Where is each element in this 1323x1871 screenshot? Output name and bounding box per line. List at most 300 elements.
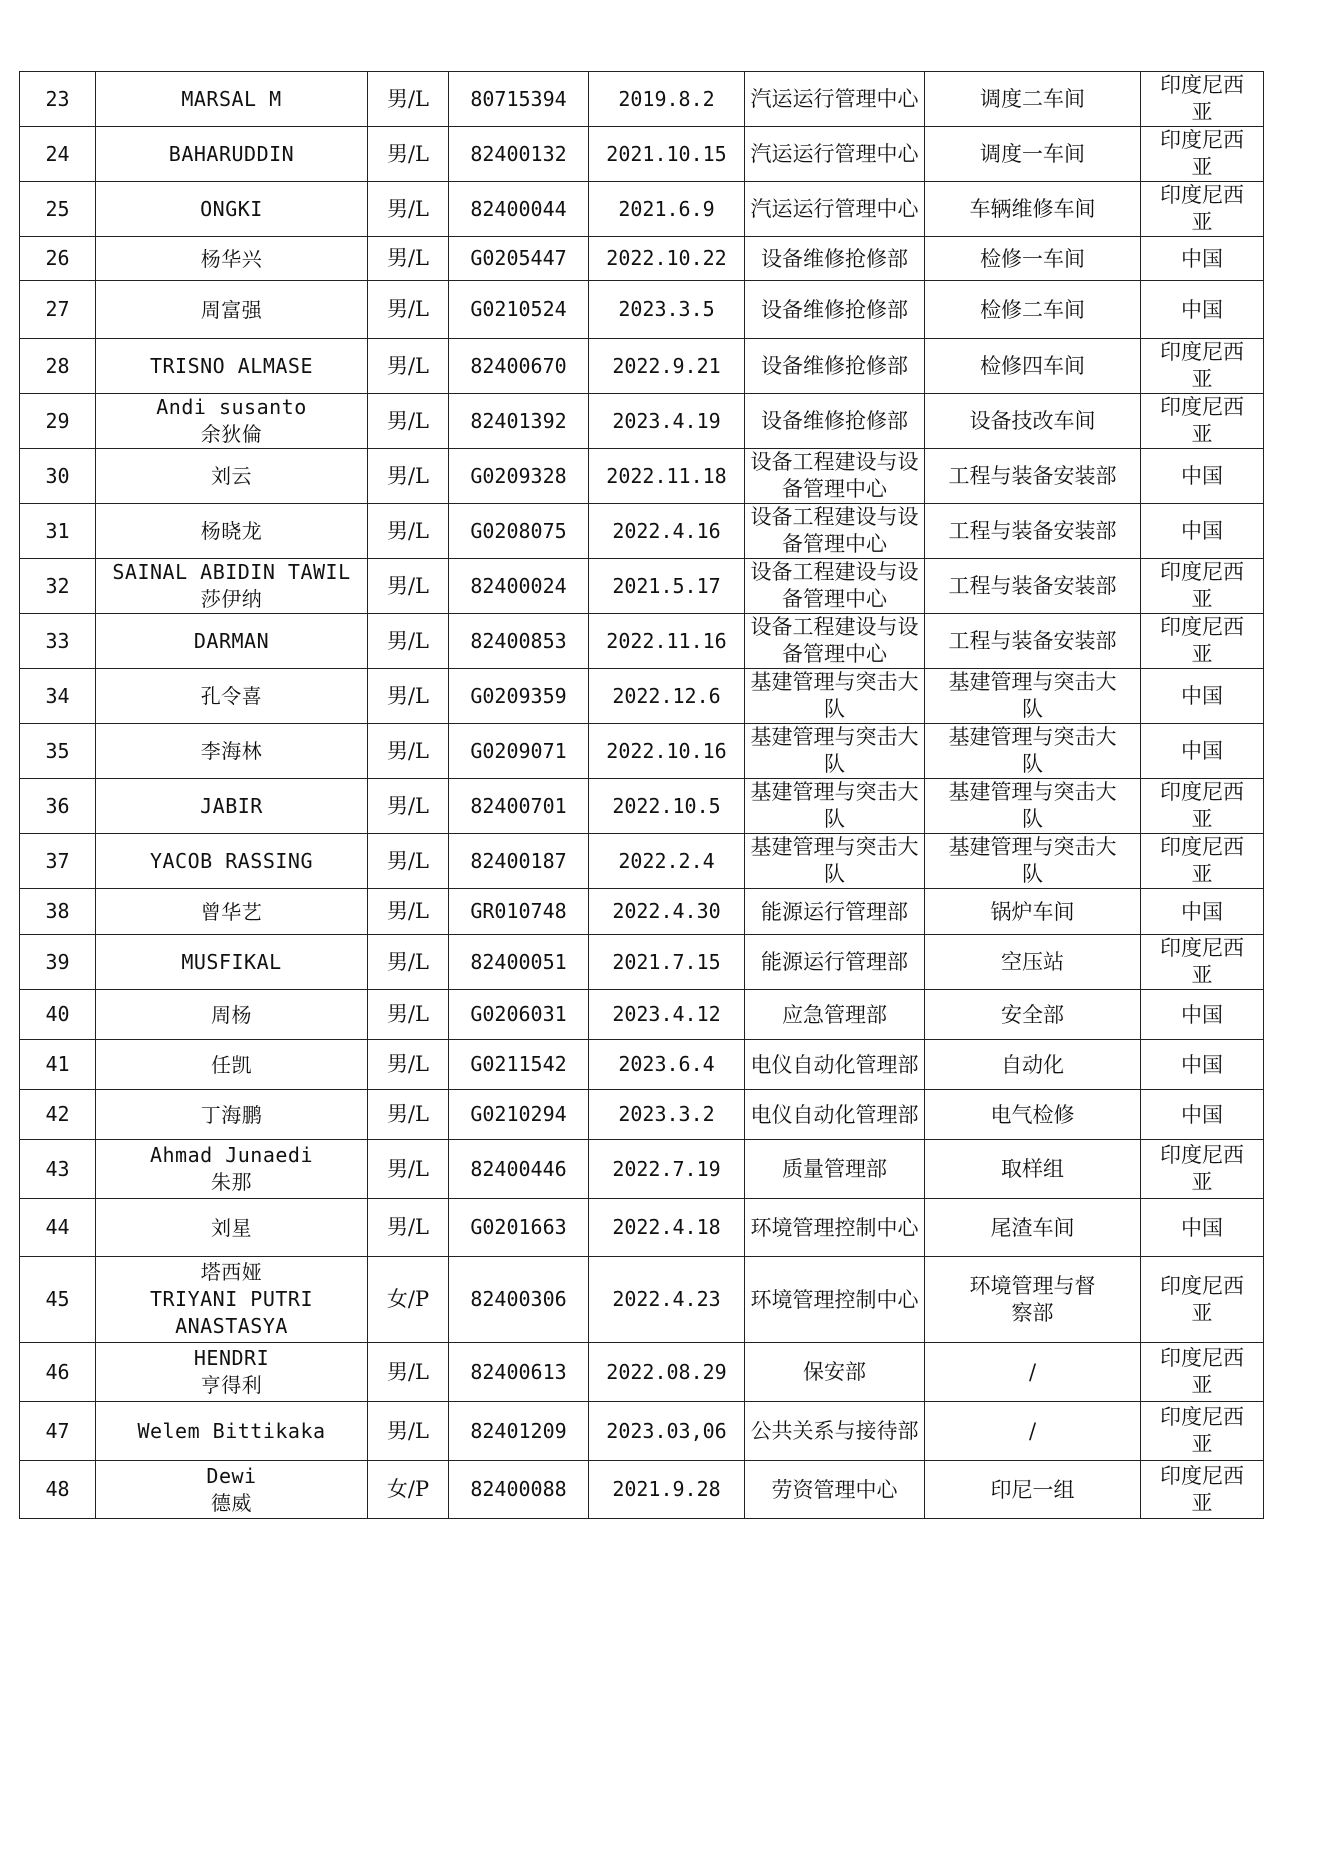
cell-unit-line: 工程与装备安装部	[948, 629, 1117, 653]
cell-unit	[925, 614, 1141, 669]
cell-nationality	[1141, 1343, 1264, 1402]
cell-nationality-line: 中国	[1181, 519, 1223, 543]
cell-name-line: 亨得利	[200, 1373, 263, 1397]
cell-number: 37	[20, 834, 96, 889]
cell-gender: 女/P	[368, 1461, 449, 1519]
cell-gender: 男/L	[368, 834, 449, 889]
cell-unit-line: 车辆维修车间	[969, 197, 1096, 221]
cell-unit-line: 基建管理与突击大	[948, 835, 1117, 859]
cell-unit	[925, 182, 1141, 237]
cell-department	[745, 72, 925, 127]
cell-gender: 男/L	[368, 504, 449, 559]
cell-nationality-line: 印度尼西	[1160, 560, 1244, 584]
cell-department-line: 备管理中心	[782, 642, 887, 666]
cell-department-line: 基建管理与突击大	[750, 670, 919, 694]
cell-department-line: 基建管理与突击大	[750, 835, 919, 859]
cell-unit-line: 队	[1022, 862, 1043, 886]
cell-gender: 男/L	[368, 127, 449, 182]
cell-name	[96, 1040, 368, 1090]
table-row	[20, 1343, 1264, 1402]
cell-number: 35	[20, 724, 96, 779]
cell-department	[745, 449, 925, 504]
cell-employee-id: 82401209	[449, 1402, 589, 1461]
cell-unit-line: /	[1028, 1360, 1037, 1384]
cell-date: 2023.03,06	[589, 1402, 745, 1461]
cell-nationality	[1141, 1461, 1264, 1519]
cell-unit-line: 检修一车间	[980, 246, 1085, 271]
table-row	[20, 935, 1264, 990]
cell-name	[96, 1140, 368, 1199]
cell-unit	[925, 779, 1141, 834]
cell-employee-id: 82400132	[449, 127, 589, 182]
cell-name-line: 余狄倫	[200, 422, 263, 446]
cell-gender: 男/L	[368, 394, 449, 449]
cell-employee-id: 82400701	[449, 779, 589, 834]
cell-name-line: 周富强	[200, 297, 263, 322]
cell-department-line: 基建管理与突击大	[750, 725, 919, 749]
cell-unit-line: 印尼一组	[990, 1477, 1075, 1502]
cell-employee-id: 82400187	[449, 834, 589, 889]
cell-unit	[925, 889, 1141, 935]
table-row	[20, 1402, 1264, 1461]
cell-date: 2023.4.19	[589, 394, 745, 449]
cell-date: 2023.3.2	[589, 1090, 745, 1140]
cell-department	[745, 182, 925, 237]
cell-gender: 男/L	[368, 1140, 449, 1199]
cell-gender: 男/L	[368, 669, 449, 724]
cell-unit	[925, 1090, 1141, 1140]
cell-name	[96, 1199, 368, 1257]
cell-date: 2019.8.2	[589, 72, 745, 127]
cell-gender: 男/L	[368, 559, 449, 614]
cell-name-line: ANASTASYA	[175, 1314, 288, 1338]
cell-number: 36	[20, 779, 96, 834]
cell-nationality-line: 亚	[1191, 807, 1213, 831]
table-row	[20, 1140, 1264, 1199]
cell-number: 47	[20, 1402, 96, 1461]
cell-unit	[925, 339, 1141, 394]
cell-date: 2022.7.19	[589, 1140, 745, 1199]
cell-unit	[925, 559, 1141, 614]
cell-unit-line: /	[1028, 1419, 1037, 1443]
cell-number: 27	[20, 281, 96, 339]
cell-employee-id: 82400670	[449, 339, 589, 394]
cell-name	[96, 237, 368, 281]
cell-department-line: 环境管理控制中心	[750, 1215, 919, 1240]
cell-name	[96, 1402, 368, 1461]
cell-unit	[925, 724, 1141, 779]
cell-date: 2021.7.15	[589, 935, 745, 990]
cell-department	[745, 237, 925, 281]
cell-nationality-line: 印度尼西	[1160, 936, 1244, 960]
cell-department-line: 汽运运行管理中心	[750, 142, 919, 166]
cell-number: 24	[20, 127, 96, 182]
cell-gender: 男/L	[368, 182, 449, 237]
cell-number: 43	[20, 1140, 96, 1199]
cell-department-line: 设备工程建设与设	[750, 560, 919, 584]
cell-name-line: 刘星	[211, 1215, 252, 1240]
cell-name-line: Dewi	[206, 1463, 257, 1488]
cell-department	[745, 990, 925, 1040]
cell-number: 46	[20, 1343, 96, 1402]
cell-unit	[925, 1257, 1141, 1343]
cell-date: 2022.10.16	[589, 724, 745, 779]
cell-nationality-line: 中国	[1181, 297, 1223, 322]
cell-nationality-line: 印度尼西	[1160, 1273, 1244, 1298]
cell-name	[96, 504, 368, 559]
cell-department	[745, 1402, 925, 1461]
cell-gender: 女/P	[368, 1257, 449, 1343]
cell-name-line: 周杨	[211, 1002, 252, 1027]
cell-nationality	[1141, 724, 1264, 779]
cell-nationality	[1141, 614, 1264, 669]
cell-nationality-line: 亚	[1191, 1490, 1213, 1515]
cell-name-line: 德威	[211, 1490, 252, 1515]
cell-unit-line: 环境管理与督	[969, 1273, 1096, 1298]
cell-date: 2021.6.9	[589, 182, 745, 237]
cell-nationality-line: 亚	[1191, 155, 1213, 179]
cell-name	[96, 779, 368, 834]
cell-department-line: 汽运运行管理中心	[750, 87, 919, 111]
cell-employee-id: G0211542	[449, 1040, 589, 1090]
cell-name-line: MARSAL M	[181, 87, 282, 111]
cell-employee-id: 82400306	[449, 1257, 589, 1343]
cell-department	[745, 504, 925, 559]
cell-unit	[925, 237, 1141, 281]
cell-department-line: 能源运行管理部	[761, 950, 908, 974]
cell-name-line: HENDRI	[193, 1346, 270, 1370]
table-row	[20, 779, 1264, 834]
cell-department-line: 设备工程建设与设	[750, 450, 919, 474]
cell-unit	[925, 449, 1141, 504]
cell-name	[96, 339, 368, 394]
cell-employee-id: G0205447	[449, 237, 589, 281]
cell-unit-line: 尾渣车间	[990, 1215, 1075, 1240]
cell-employee-id: GR010748	[449, 889, 589, 935]
table-row	[20, 889, 1264, 935]
cell-employee-id: 82400613	[449, 1343, 589, 1402]
cell-number: 42	[20, 1090, 96, 1140]
cell-nationality	[1141, 127, 1264, 182]
cell-nationality	[1141, 559, 1264, 614]
cell-name-line: 塔西娅	[200, 1260, 263, 1284]
cell-unit	[925, 1140, 1141, 1199]
cell-nationality-line: 亚	[1191, 1373, 1213, 1397]
cell-name	[96, 614, 368, 669]
cell-nationality-line: 印度尼西	[1160, 128, 1244, 152]
cell-nationality-line: 中国	[1181, 464, 1223, 488]
cell-department-line: 质量管理部	[782, 1157, 887, 1181]
cell-department-line: 备管理中心	[782, 532, 887, 556]
cell-number: 40	[20, 990, 96, 1040]
cell-gender: 男/L	[368, 1040, 449, 1090]
cell-unit-line: 自动化	[1001, 1052, 1064, 1077]
cell-nationality	[1141, 779, 1264, 834]
cell-number: 30	[20, 449, 96, 504]
cell-department	[745, 127, 925, 182]
cell-name-line: 杨华兴	[200, 246, 263, 271]
cell-unit-line: 检修四车间	[980, 354, 1085, 378]
cell-date: 2022.10.22	[589, 237, 745, 281]
cell-unit-line: 察部	[1011, 1300, 1054, 1325]
cell-unit-line: 基建管理与突击大	[948, 670, 1117, 694]
cell-nationality-line: 印度尼西	[1160, 1405, 1244, 1429]
cell-department-line: 设备工程建设与设	[750, 505, 919, 529]
cell-nationality-line: 亚	[1191, 210, 1213, 234]
cell-unit	[925, 935, 1141, 990]
cell-name-line: ONGKI	[200, 197, 263, 221]
cell-name-line: YACOB RASSING	[149, 849, 314, 873]
cell-nationality	[1141, 935, 1264, 990]
cell-nationality-line: 中国	[1181, 1102, 1223, 1127]
cell-nationality-line: 印度尼西	[1160, 1463, 1244, 1488]
cell-number: 41	[20, 1040, 96, 1090]
cell-department-line: 公共关系与接待部	[750, 1419, 919, 1443]
cell-nationality	[1141, 182, 1264, 237]
cell-nationality	[1141, 990, 1264, 1040]
table-row	[20, 1040, 1264, 1090]
cell-number: 25	[20, 182, 96, 237]
cell-name	[96, 1257, 368, 1343]
cell-nationality-line: 印度尼西	[1160, 183, 1244, 207]
cell-nationality-line: 中国	[1181, 246, 1223, 271]
cell-nationality-line: 中国	[1181, 1215, 1223, 1240]
cell-name	[96, 1343, 368, 1402]
cell-date: 2021.5.17	[589, 559, 745, 614]
cell-unit	[925, 669, 1141, 724]
cell-department-line: 汽运运行管理中心	[750, 197, 919, 221]
cell-unit-line: 工程与装备安装部	[948, 464, 1117, 488]
cell-nationality	[1141, 281, 1264, 339]
cell-department-line: 电仪自动化管理部	[750, 1102, 919, 1127]
cell-nationality	[1141, 834, 1264, 889]
cell-date: 2022.11.16	[589, 614, 745, 669]
cell-gender: 男/L	[368, 449, 449, 504]
cell-name	[96, 127, 368, 182]
cell-department-line: 队	[824, 697, 845, 721]
cell-name-line: BAHARUDDIN	[168, 142, 295, 166]
cell-number: 44	[20, 1199, 96, 1257]
cell-department	[745, 614, 925, 669]
cell-unit-line: 检修二车间	[980, 297, 1085, 322]
cell-number: 39	[20, 935, 96, 990]
cell-employee-id: 82400853	[449, 614, 589, 669]
cell-name-line: 丁海鹏	[200, 1102, 263, 1127]
cell-department	[745, 935, 925, 990]
table-row	[20, 449, 1264, 504]
cell-department-line: 劳资管理中心	[771, 1477, 898, 1502]
cell-nationality-line: 中国	[1181, 684, 1223, 708]
cell-nationality	[1141, 449, 1264, 504]
cell-name-line: 李海林	[200, 739, 263, 763]
cell-nationality	[1141, 1140, 1264, 1199]
cell-unit-line: 队	[1022, 697, 1043, 721]
cell-nationality-line: 亚	[1191, 1300, 1213, 1325]
cell-name-line: 杨晓龙	[200, 519, 263, 543]
cell-number: 34	[20, 669, 96, 724]
cell-department	[745, 724, 925, 779]
cell-name	[96, 990, 368, 1040]
cell-gender: 男/L	[368, 1199, 449, 1257]
cell-nationality	[1141, 1257, 1264, 1343]
cell-gender: 男/L	[368, 1402, 449, 1461]
cell-unit-line: 基建管理与突击大	[948, 780, 1117, 804]
table-row	[20, 1257, 1264, 1343]
cell-name-line: SAINAL ABIDIN TAWIL	[112, 560, 351, 584]
cell-nationality-line: 亚	[1191, 963, 1213, 987]
cell-name	[96, 72, 368, 127]
cell-department	[745, 559, 925, 614]
cell-nationality	[1141, 394, 1264, 449]
cell-date: 2022.10.5	[589, 779, 745, 834]
cell-name-line: 曾华艺	[200, 899, 263, 924]
cell-department	[745, 779, 925, 834]
cell-number: 38	[20, 889, 96, 935]
cell-gender: 男/L	[368, 889, 449, 935]
cell-nationality	[1141, 237, 1264, 281]
cell-nationality-line: 亚	[1191, 642, 1213, 666]
cell-employee-id: 82400044	[449, 182, 589, 237]
cell-name	[96, 182, 368, 237]
cell-unit	[925, 990, 1141, 1040]
cell-number: 45	[20, 1257, 96, 1343]
cell-date: 2022.4.30	[589, 889, 745, 935]
cell-date: 2022.12.6	[589, 669, 745, 724]
cell-gender: 男/L	[368, 990, 449, 1040]
cell-department	[745, 669, 925, 724]
cell-name	[96, 935, 368, 990]
cell-nationality-line: 印度尼西	[1160, 780, 1244, 804]
cell-department-line: 队	[824, 807, 845, 831]
cell-unit-line: 工程与装备安装部	[948, 574, 1117, 598]
cell-employee-id: G0210524	[449, 281, 589, 339]
cell-department	[745, 1040, 925, 1090]
cell-department	[745, 1343, 925, 1402]
cell-department-line: 设备维修抢修部	[761, 354, 908, 378]
cell-date: 2022.4.18	[589, 1199, 745, 1257]
cell-number: 32	[20, 559, 96, 614]
cell-number: 48	[20, 1461, 96, 1519]
cell-name	[96, 889, 368, 935]
cell-unit-line: 安全部	[1001, 1002, 1064, 1027]
cell-nationality-line: 中国	[1181, 1002, 1223, 1027]
cell-unit-line: 电气检修	[990, 1102, 1075, 1127]
cell-nationality-line: 印度尼西	[1160, 1346, 1244, 1370]
cell-department	[745, 339, 925, 394]
cell-nationality-line: 亚	[1191, 1170, 1213, 1194]
table-row	[20, 127, 1264, 182]
cell-unit-line: 调度二车间	[980, 87, 1085, 111]
cell-nationality	[1141, 504, 1264, 559]
cell-nationality-line: 亚	[1191, 367, 1213, 391]
cell-department	[745, 394, 925, 449]
cell-nationality-line: 亚	[1191, 100, 1213, 124]
cell-nationality-line: 亚	[1191, 422, 1213, 446]
table-row	[20, 669, 1264, 724]
cell-date: 2021.9.28	[589, 1461, 745, 1519]
cell-gender: 男/L	[368, 614, 449, 669]
cell-name-line: JABIR	[200, 794, 263, 818]
cell-number: 29	[20, 394, 96, 449]
cell-name	[96, 1090, 368, 1140]
cell-name	[96, 281, 368, 339]
cell-employee-id: 82401392	[449, 394, 589, 449]
cell-unit	[925, 281, 1141, 339]
cell-name	[96, 449, 368, 504]
cell-name-line: 任凯	[211, 1052, 252, 1077]
cell-department-line: 设备工程建设与设	[750, 615, 919, 639]
cell-name	[96, 1461, 368, 1519]
table-row	[20, 834, 1264, 889]
cell-nationality	[1141, 1199, 1264, 1257]
cell-nationality	[1141, 1402, 1264, 1461]
cell-department-line: 设备维修抢修部	[761, 246, 908, 271]
table-row	[20, 1461, 1264, 1519]
cell-date: 2022.4.23	[589, 1257, 745, 1343]
cell-department	[745, 281, 925, 339]
cell-date: 2022.11.18	[589, 449, 745, 504]
personnel-table	[19, 71, 1264, 1519]
cell-nationality	[1141, 1090, 1264, 1140]
cell-department-line: 设备维修抢修部	[761, 409, 908, 433]
cell-date: 2022.08.29	[589, 1343, 745, 1402]
cell-employee-id: G0208075	[449, 504, 589, 559]
cell-nationality-line: 印度尼西	[1160, 340, 1244, 364]
cell-unit-line: 锅炉车间	[990, 899, 1075, 924]
cell-name-line: 刘云	[211, 464, 252, 488]
cell-employee-id: G0209359	[449, 669, 589, 724]
cell-employee-id: 82400446	[449, 1140, 589, 1199]
cell-unit	[925, 504, 1141, 559]
table-row	[20, 281, 1264, 339]
cell-unit	[925, 1343, 1141, 1402]
cell-nationality-line: 印度尼西	[1160, 615, 1244, 639]
cell-gender: 男/L	[368, 237, 449, 281]
cell-employee-id: 82400051	[449, 935, 589, 990]
cell-unit	[925, 127, 1141, 182]
cell-department-line: 设备维修抢修部	[761, 297, 908, 322]
cell-name-line: TRISNO ALMASE	[149, 354, 314, 378]
cell-department	[745, 1140, 925, 1199]
cell-employee-id: G0210294	[449, 1090, 589, 1140]
cell-number: 28	[20, 339, 96, 394]
cell-unit	[925, 394, 1141, 449]
cell-date: 2023.3.5	[589, 281, 745, 339]
cell-name-line: MUSFIKAL	[181, 950, 282, 974]
cell-date: 2023.4.12	[589, 990, 745, 1040]
cell-name-line: Ahmad Junaedi	[149, 1143, 314, 1167]
table-row	[20, 504, 1264, 559]
cell-unit-line: 空压站	[1001, 950, 1064, 974]
cell-date: 2021.10.15	[589, 127, 745, 182]
cell-gender: 男/L	[368, 779, 449, 834]
table-row	[20, 724, 1264, 779]
cell-name	[96, 559, 368, 614]
cell-unit-line: 队	[1022, 807, 1043, 831]
table-row	[20, 614, 1264, 669]
cell-number: 33	[20, 614, 96, 669]
cell-nationality-line: 中国	[1181, 739, 1223, 763]
cell-employee-id: G0209071	[449, 724, 589, 779]
cell-name-line: 莎伊纳	[200, 587, 263, 611]
cell-gender: 男/L	[368, 339, 449, 394]
table-row	[20, 237, 1264, 281]
cell-employee-id: G0201663	[449, 1199, 589, 1257]
cell-gender: 男/L	[368, 1343, 449, 1402]
cell-date: 2022.9.21	[589, 339, 745, 394]
cell-department	[745, 1461, 925, 1519]
cell-employee-id: 82400024	[449, 559, 589, 614]
